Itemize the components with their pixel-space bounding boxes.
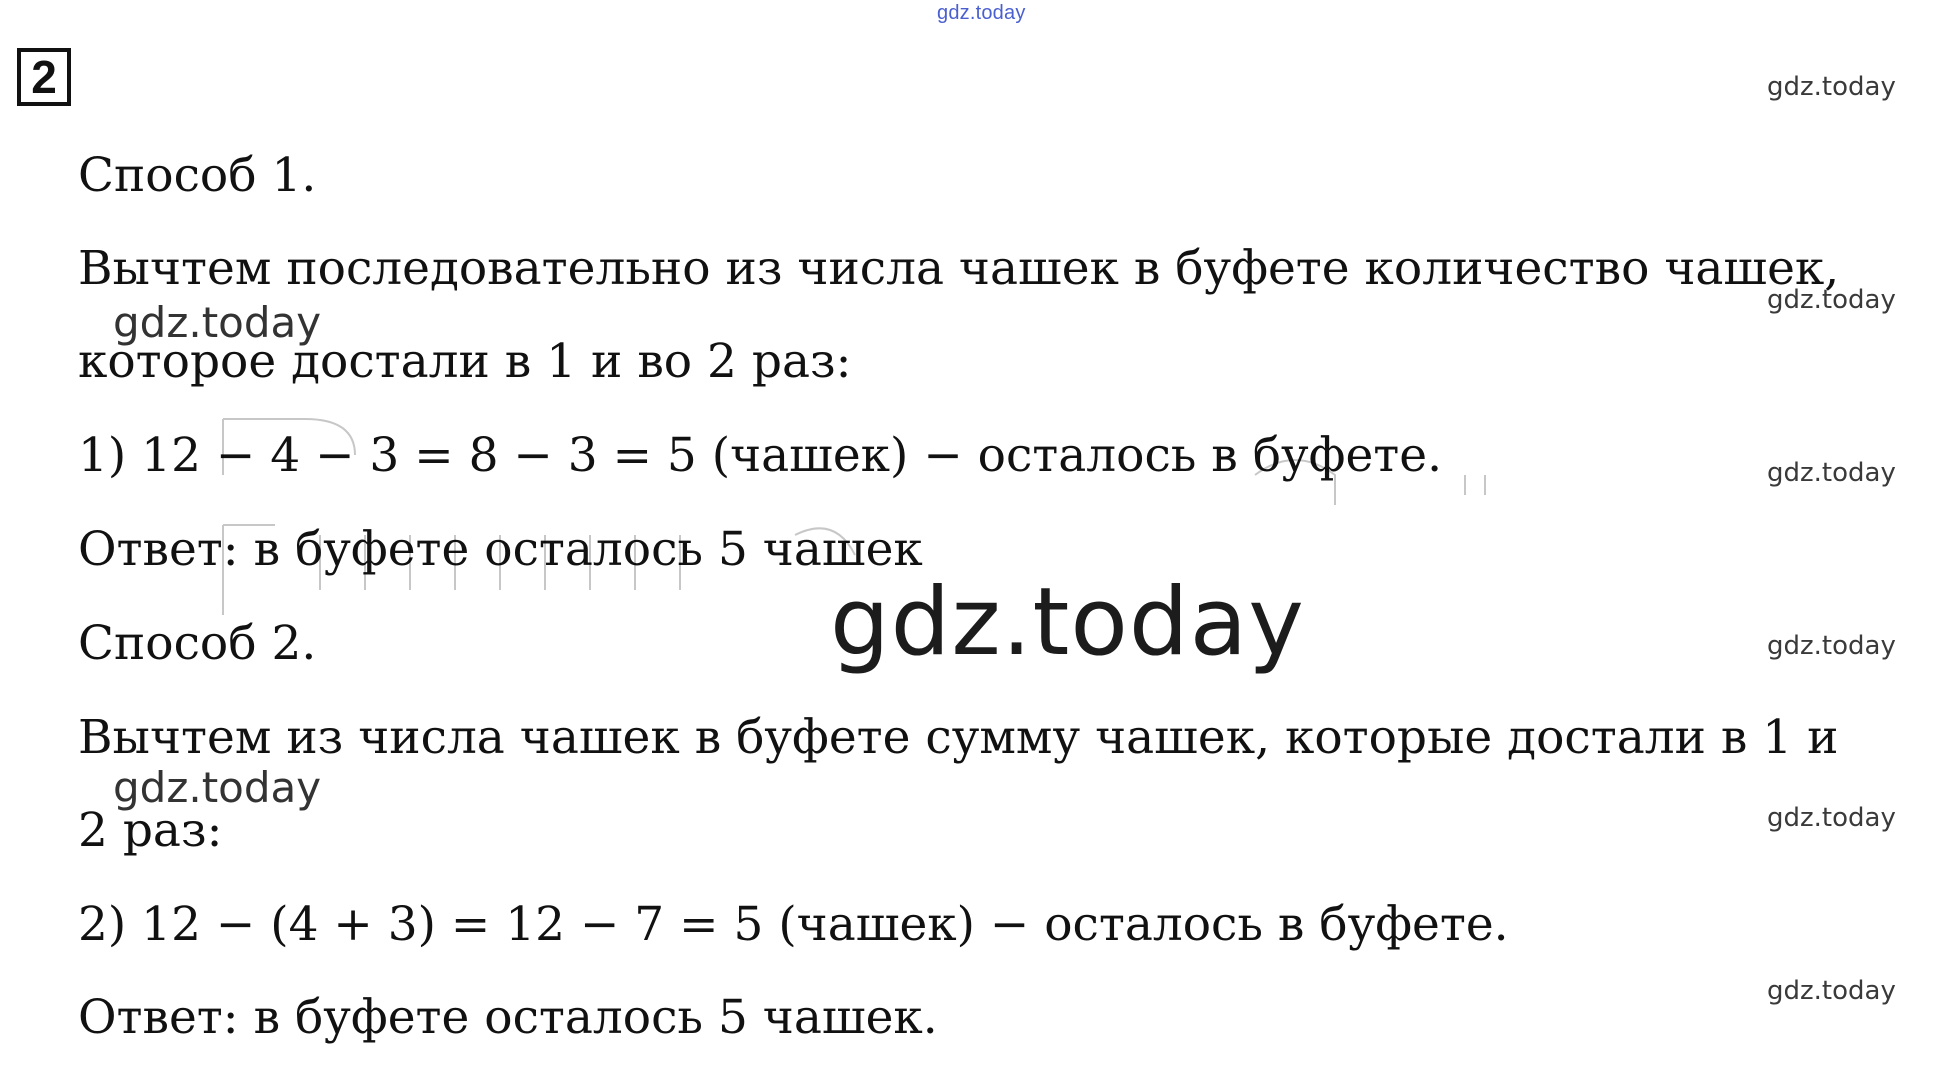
top-source-watermark: gdz.today [937,2,1026,24]
watermark-right-6: gdz.today [1767,976,1896,1006]
watermark-right-2: gdz.today [1767,285,1896,315]
task-number-box [17,48,71,106]
method1-step: 1) 12 − 4 − 3 = 8 − 3 = 5 (чашек) − осталось в буфете. [78,428,1443,483]
watermark-inline-2: gdz.today [113,763,322,812]
method2-step: 2) 12 − (4 + 3) = 12 − 7 = 5 (чашек) − осталось в буфете. [78,897,1509,952]
watermark-inline-1: gdz.today [113,298,322,347]
method2-description-line1: Вычтем из числа чашек в буфете сумму чашек, которые достали в 1 и [78,710,1839,765]
method1-answer: Ответ: в буфете осталось 5 чашек [78,522,923,577]
method1-title: Способ 1. [78,148,317,203]
watermark-right-3: gdz.today [1767,458,1896,488]
watermark-right-5: gdz.today [1767,803,1896,833]
method2-title: Способ 2. [78,616,317,671]
watermark-right-1: gdz.today [1767,72,1896,102]
method2-description-line2: 2 раз: [78,803,223,858]
method2-answer: Ответ: в буфете осталось 5 чашек. [78,990,938,1045]
watermark-center: gdz.today [830,568,1305,677]
task-number: 2 [31,51,57,103]
method1-description-line1: Вычтем последовательно из числа чашек в буфете количество чашек, [78,241,1840,296]
method1-description-line2: которое достали в 1 и во 2 раз: [78,334,852,389]
watermark-right-4: gdz.today [1767,631,1896,661]
